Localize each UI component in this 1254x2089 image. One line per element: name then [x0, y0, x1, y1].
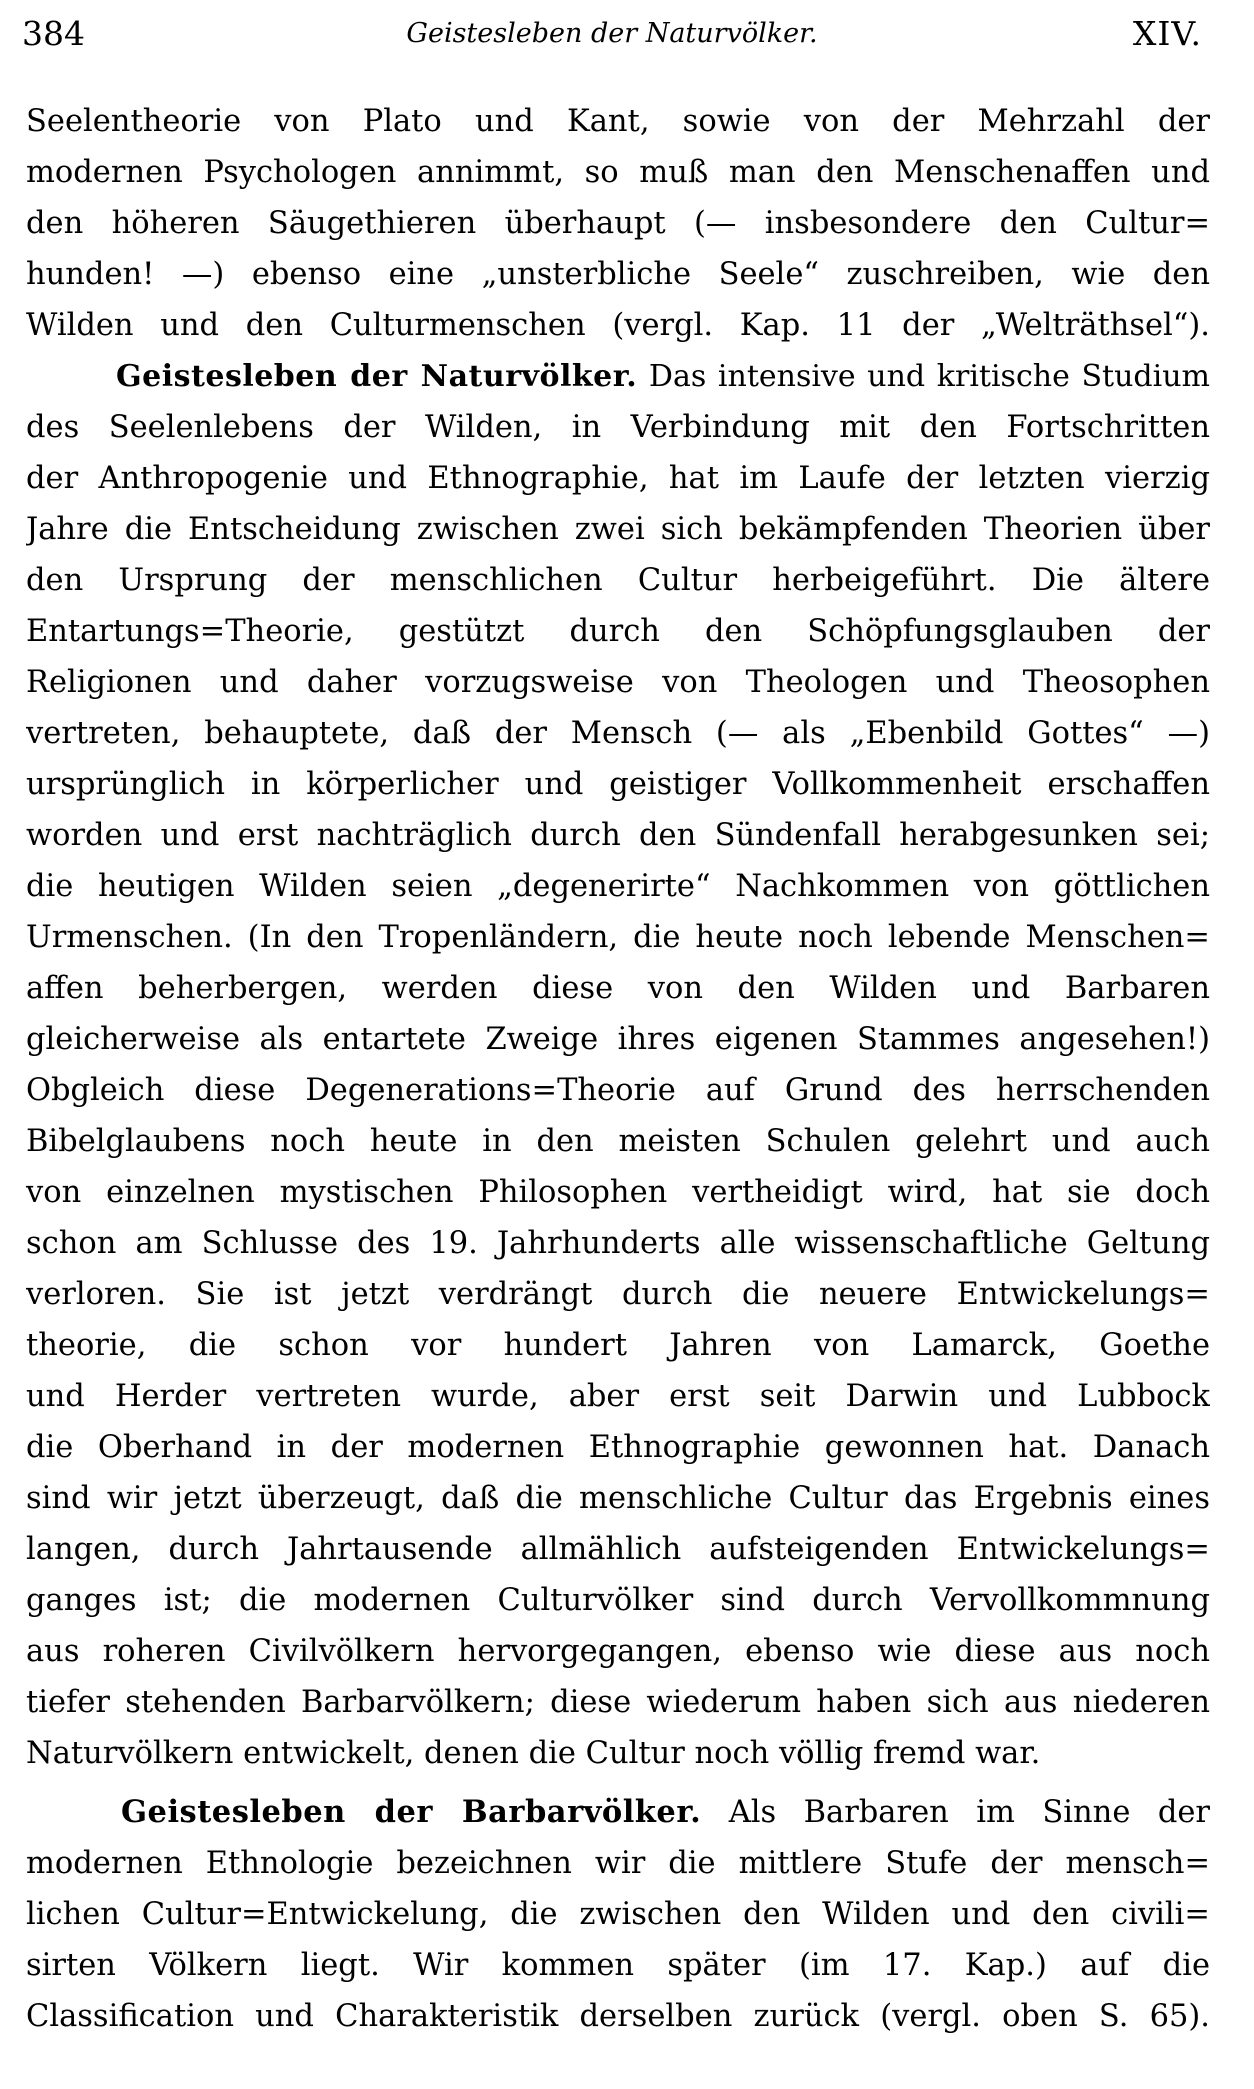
paragraph-2: [26, 351, 1210, 1779]
text-line: tiefer stehenden Barbarvölkern; diese wiederum haben sich aus niederen: [26, 1685, 1210, 1720]
text-line: lichen Cultur=Entwickelung, die zwischen den Wilden und den civili=: [26, 1897, 1210, 1932]
text-line: ganges ist; die modernen Culturvölker sind durch Vervollkommnung: [26, 1583, 1210, 1618]
running-title: Geistesleben der Naturvölker.: [406, 18, 818, 49]
text-line: sirten Völkern liegt. Wir kommen später (im 17. Kap.) auf die: [26, 1948, 1210, 1983]
paragraph-gap: [26, 1779, 1210, 1787]
text-line: theorie, die schon vor hundert Jahren von Lamarck, Goethe: [26, 1328, 1210, 1363]
text-line: langen, durch Jahrtausende allmählich aufsteigenden Entwickelungs=: [26, 1532, 1210, 1567]
text-line: Obgleich diese Degenerations=Theorie auf Grund des herrschenden: [26, 1073, 1210, 1108]
chapter-number: XIV.: [1132, 14, 1202, 53]
text-line: sind wir jetzt überzeugt, daß die menschliche Cultur das Ergebnis eines: [26, 1481, 1210, 1516]
text-line: Jahre die Entscheidung zwischen zwei sich bekämpfenden Theorien über: [26, 512, 1210, 547]
text-run: Das intensive und kritische Studium: [648, 359, 1210, 394]
text-line-last: Naturvölkern entwickelt, denen die Cultur noch völlig fremd war.: [26, 1736, 1041, 1771]
text-run: Als Barbaren im Sinne der: [728, 1795, 1210, 1830]
section-heading: Geistesleben der Naturvölker.: [116, 359, 638, 394]
text-line: Religionen und daher vorzugsweise von Theologen und Theosophen: [26, 665, 1210, 700]
text-line: die Oberhand in der modernen Ethnographie gewonnen hat. Danach: [26, 1430, 1210, 1465]
text-line: Seelentheorie von Plato und Kant, sowie von der Mehrzahl der: [26, 104, 1210, 139]
text-line: den höheren Säugethieren überhaupt (— insbesondere den Cultur=: [26, 206, 1210, 241]
text-line: hunden! —) ebenso eine „unsterbliche Seele“ zuschreiben, wie den: [26, 257, 1210, 292]
paragraph-first-line: [26, 1787, 1210, 1838]
text-line: ursprünglich in körperlicher und geistiger Vollkommenheit erschaffen: [26, 767, 1210, 802]
text-line: Classification und Charakteristik derselben zurück (vergl. oben S. 65).: [26, 1999, 1210, 2034]
paragraph-first-line: [26, 351, 1210, 402]
text-line: Wilden und den Culturmenschen (vergl. Kap. 11 der „Welträthsel“).: [26, 308, 1210, 343]
paragraph-3: [26, 1787, 1210, 2042]
text-line: der Anthropogenie und Ethnographie, hat im Laufe der letzten vierzig: [26, 461, 1210, 496]
page-header: [22, 4, 1202, 64]
section-heading: Geistesleben der Barbarvölker.: [121, 1794, 702, 1830]
text-line: des Seelenlebens der Wilden, in Verbindung mit den Fortschritten: [26, 410, 1210, 445]
text-line: Bibelglaubens noch heute in den meisten Schulen gelehrt und auch: [26, 1124, 1210, 1159]
text-line: und Herder vertreten wurde, aber erst seit Darwin und Lubbock: [26, 1379, 1210, 1414]
text-line: den Ursprung der menschlichen Cultur herbeigeführt. Die ältere: [26, 563, 1210, 598]
text-line: aus roheren Civilvölkern hervorgegangen, ebenso wie diese aus noch: [26, 1634, 1210, 1669]
text-line: gleicherweise als entartete Zweige ihres eigenen Stammes angesehen!): [26, 1022, 1210, 1057]
text-line: von einzelnen mystischen Philosophen vertheidigt wird, hat sie doch: [26, 1175, 1210, 1210]
text-line: verloren. Sie ist jetzt verdrängt durch die neuere Entwickelungs=: [26, 1277, 1210, 1312]
text-line: modernen Ethnologie bezeichnen wir die mittlere Stufe der mensch=: [26, 1846, 1210, 1881]
text-line: die heutigen Wilden seien „degenerirte“ Nachkommen von göttlichen: [26, 869, 1210, 904]
text-line: Urmenschen. (In den Tropenländern, die heute noch lebende Menschen=: [26, 920, 1210, 955]
text-line: modernen Psychologen annimmt, so muß man den Menschenaffen und: [26, 155, 1210, 190]
text-line: affen beherbergen, werden diese von den Wilden und Barbaren: [26, 971, 1210, 1006]
text-line: schon am Schlusse des 19. Jahrhunderts alle wissenschaftliche Geltung: [26, 1226, 1210, 1261]
paragraph-1: [26, 96, 1210, 351]
text-line: vertreten, behauptete, daß der Mensch (— als „Ebenbild Gottes“ —): [26, 716, 1210, 751]
body-text: [26, 96, 1210, 2042]
page-number: 384: [22, 14, 85, 53]
text-line: worden und erst nachträglich durch den Sündenfall herabgesunken sei;: [26, 818, 1210, 853]
text-line: Entartungs=Theorie, gestützt durch den Schöpfungsglauben der: [26, 614, 1210, 649]
